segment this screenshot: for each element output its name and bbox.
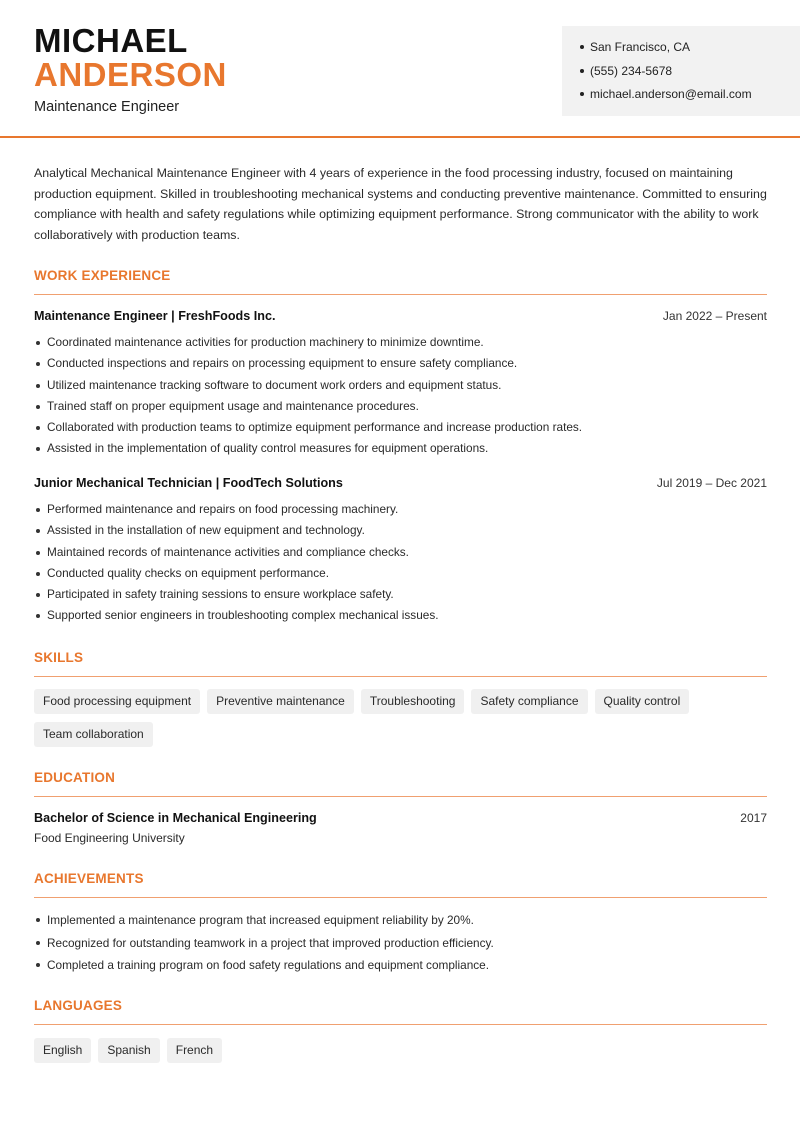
job-date: Jul 2019 – Dec 2021	[656, 476, 767, 490]
section-divider	[34, 796, 767, 797]
section-divider	[34, 1024, 767, 1025]
languages-list	[34, 1038, 767, 1071]
skill-chip: Safety compliance	[471, 689, 587, 714]
last-name: ANDERSON	[34, 56, 227, 93]
list-item: Assisted in the installation of new equipment and technology.	[34, 520, 767, 541]
achievements-list	[34, 909, 767, 977]
language-chip: Spanish	[98, 1038, 159, 1063]
contact-location: San Francisco, CA	[580, 38, 800, 62]
summary: Analytical Mechanical Maintenance Engineer with 4 years of experience in the food processing industry, focused on maintaining production equipment. Skilled in troubleshooting mechanical systems and conducting preventive maintenance. Committed to ensuring compliance with health and safety regulations while optimizing equipment performance. Strong communicator with the ability to work collaboratively with production teams.	[34, 166, 767, 242]
job-role: Junior Mechanical Technician | FoodTech Solutions	[34, 476, 343, 490]
language-chip: French	[167, 1038, 222, 1063]
section-divider	[34, 897, 767, 898]
contact-box	[562, 26, 800, 116]
list-item: Conducted inspections and repairs on processing equipment to ensure safety compliance.	[34, 353, 767, 374]
job-date: Jan 2022 – Present	[662, 309, 767, 323]
education-year: 2017	[740, 811, 767, 825]
education-degree: Bachelor of Science in Mechanical Engineering	[34, 811, 317, 825]
list-item: Utilized maintenance tracking software to document work orders and equipment status.	[34, 375, 767, 396]
job-title: Maintenance Engineer	[34, 99, 180, 115]
section-title-education: EDUCATION	[34, 770, 116, 785]
job-role: Maintenance Engineer | FreshFoods Inc.	[34, 309, 276, 323]
list-item: Supported senior engineers in troubleshooting complex mechanical issues.	[34, 605, 767, 626]
section-divider	[34, 676, 767, 677]
list-item: Conducted quality checks on equipment performance.	[34, 563, 767, 584]
skills-list	[34, 689, 767, 755]
contact-list	[580, 38, 800, 109]
job-header	[34, 476, 767, 490]
skill-chip: Quality control	[595, 689, 690, 714]
list-item: Assisted in the implementation of quality control measures for equipment operations.	[34, 438, 767, 459]
job-header	[34, 309, 767, 323]
list-item: Recognized for outstanding teamwork in a project that improved production efficiency.	[34, 932, 767, 955]
list-item: Collaborated with production teams to optimize equipment performance and increase production rates.	[34, 417, 767, 438]
skill-chip: Food processing equipment	[34, 689, 200, 714]
first-name: MICHAEL	[34, 22, 188, 59]
job-bullets	[34, 332, 767, 460]
contact-phone: (555) 234-5678	[580, 62, 800, 86]
section-title-achievements: ACHIEVEMENTS	[34, 871, 144, 886]
list-item: Maintained records of maintenance activities and compliance checks.	[34, 542, 767, 563]
job-bullets	[34, 499, 767, 627]
section-divider	[34, 294, 767, 295]
list-item: Implemented a maintenance program that increased equipment reliability by 20%.	[34, 909, 767, 932]
skill-chip: Troubleshooting	[361, 689, 465, 714]
list-item: Participated in safety training sessions to ensure workplace safety.	[34, 584, 767, 605]
section-title-skills: SKILLS	[34, 650, 84, 665]
section-title-work: WORK EXPERIENCE	[34, 268, 171, 283]
education-school: Food Engineering University	[34, 831, 185, 845]
list-item: Coordinated maintenance activities for production machinery to minimize downtime.	[34, 332, 767, 353]
list-item: Performed maintenance and repairs on food processing machinery.	[34, 499, 767, 520]
skill-chip: Team collaboration	[34, 722, 153, 747]
language-chip: English	[34, 1038, 91, 1063]
section-title-languages: LANGUAGES	[34, 998, 123, 1013]
skill-chip: Preventive maintenance	[207, 689, 354, 714]
contact-email[interactable]: michael.anderson@email.com	[580, 85, 800, 109]
list-item: Completed a training program on food safety regulations and equipment compliance.	[34, 954, 767, 977]
list-item: Trained staff on proper equipment usage and maintenance procedures.	[34, 396, 767, 417]
resume-header	[0, 0, 800, 138]
